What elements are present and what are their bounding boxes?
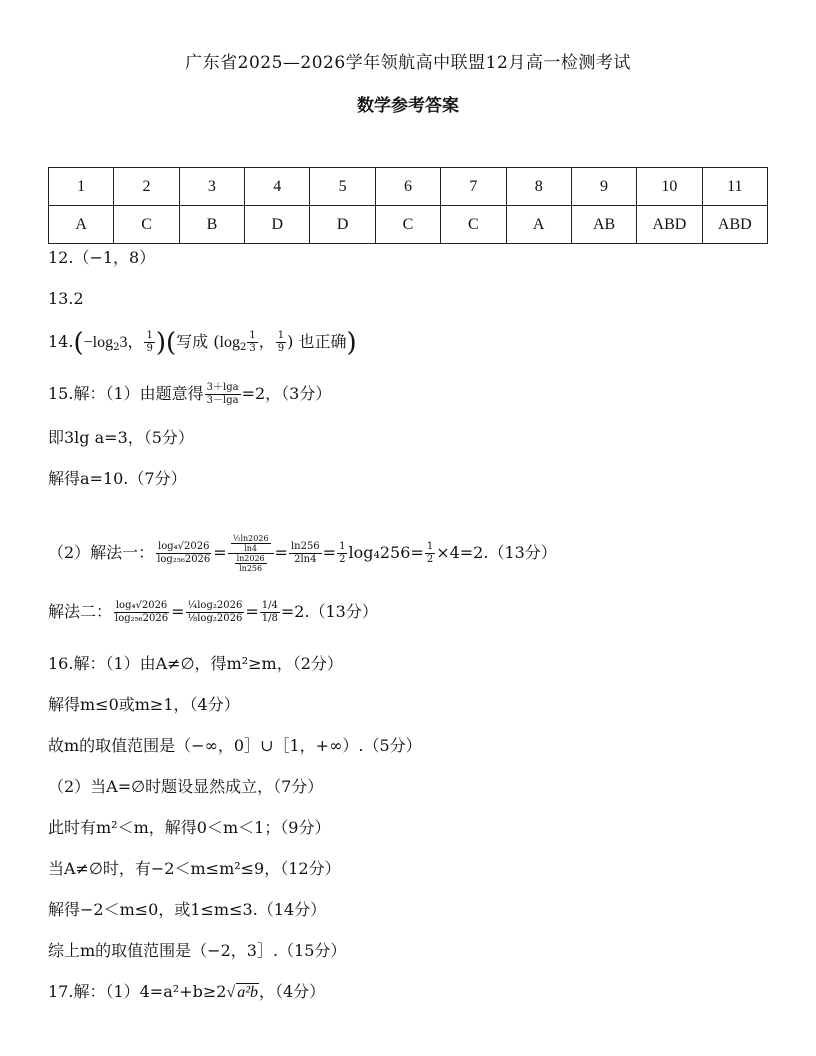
- q17-radicand: a²b: [237, 984, 258, 1001]
- table-cell: ABD: [637, 206, 702, 244]
- table-cell: 5: [310, 168, 375, 206]
- page-title: 广东省2025—2026学年领航高中联盟12月高一检测考试: [185, 53, 631, 73]
- answer-q15-method1: （2）解法一： $\frac{\text{log₄√2026}}{\text{log₂₅₆2026}}$ = $\frac{\frac{\text{½ln2026}}{\ln 4}}{\frac{\ln 2026}{\ln 256}}$ = $\frac{\ln 256}{2\ln 4}$ = $\frac{1}{2}$ log₄256= $\frac{1}{2}$ ×4=2.（13分）: [48, 534, 557, 573]
- answer-q15-method2: 解法二： $\frac{\text{log₄√2026}}{\text{log₂₅₆2026}}$ = $\frac{\text{¼log₂2026}}{\text{⅛log₂2026}}$ = $\frac{1/4}{1/8}$ =2.（13分）: [48, 600, 378, 624]
- answer-q15-line2: 即3lg a=3，（5分）: [48, 428, 194, 447]
- table-cell: D: [245, 206, 310, 244]
- table-cell: 3: [179, 168, 244, 206]
- table-cell: ABD: [702, 206, 767, 244]
- answer-q15-line3: 解得a=10.（7分）: [48, 469, 187, 488]
- table-cell: 4: [245, 168, 310, 206]
- answer-q16-line5: 此时有m²＜m，解得0＜m＜1；（9分）: [48, 818, 331, 837]
- answer-q15-line1: 15.解：（1）由题意得 $\frac{3+\lg a}{3-\lg a}$ =2，（3分）: [48, 382, 332, 406]
- answer-q16-line4: （2）当A=∅时题设显然成立，（7分）: [48, 777, 324, 796]
- answer-q16-line3: 故m的取值范围是（−∞，0］∪［1，+∞）.（5分）: [48, 736, 422, 755]
- table-answer-row: [49, 206, 768, 244]
- table-header-row: [49, 168, 768, 206]
- q15-fraction: $\frac{3+\lg a}{3-\lg a}$: [206, 382, 239, 406]
- answer-q16-line6: 当A≠∅时，有−2＜m≤m²≤9，（12分）: [48, 859, 341, 878]
- q14-log: −log: [83, 334, 114, 351]
- page-subtitle: 数学参考答案: [357, 96, 459, 116]
- answer-q17-line1: 17.解：（1）4=a²+b≥2√ a²b，（4分）: [48, 982, 326, 1001]
- answer-q16-line1: 16.解：（1）由A≠∅，得m²≥m，（2分）: [48, 654, 343, 673]
- table-cell: C: [441, 206, 506, 244]
- table-cell: AB: [571, 206, 636, 244]
- table-cell: 2: [114, 168, 179, 206]
- table-cell: 8: [506, 168, 571, 206]
- q14-fraction: $\frac{1}{9}$: [146, 330, 153, 354]
- table-cell: 11: [702, 168, 767, 206]
- table-cell: C: [375, 206, 440, 244]
- table-cell: B: [179, 206, 244, 244]
- table-cell: 10: [637, 168, 702, 206]
- answer-q16-line2: 解得m≤0或m≥1，（4分）: [48, 695, 240, 714]
- answer-q12: 12.（−1，8）: [48, 248, 156, 267]
- table-cell: 1: [49, 168, 114, 206]
- table-cell: A: [49, 206, 114, 244]
- table-cell: D: [310, 206, 375, 244]
- q14-prefix: 14.: [48, 332, 74, 351]
- answer-table: [48, 167, 768, 244]
- answer-q13: 13.2: [48, 289, 84, 308]
- answer-q16-line8: 综上m的取值范围是（−2，3］.（15分）: [48, 941, 347, 960]
- table-cell: 6: [375, 168, 440, 206]
- table-cell: C: [114, 206, 179, 244]
- table-cell: 9: [571, 168, 636, 206]
- answer-q14: $14.(-\log_23$， $\frac{1}{9}$ )(写成 ($\log_2$ $\frac{1}{3}$ ， $\frac{1}{9}$ ) 也正确): [48, 328, 357, 358]
- answer-q16-line7: 解得−2＜m≤0，或1≤m≤3.（14分）: [48, 900, 327, 919]
- table-cell: A: [506, 206, 571, 244]
- table-cell: 7: [441, 168, 506, 206]
